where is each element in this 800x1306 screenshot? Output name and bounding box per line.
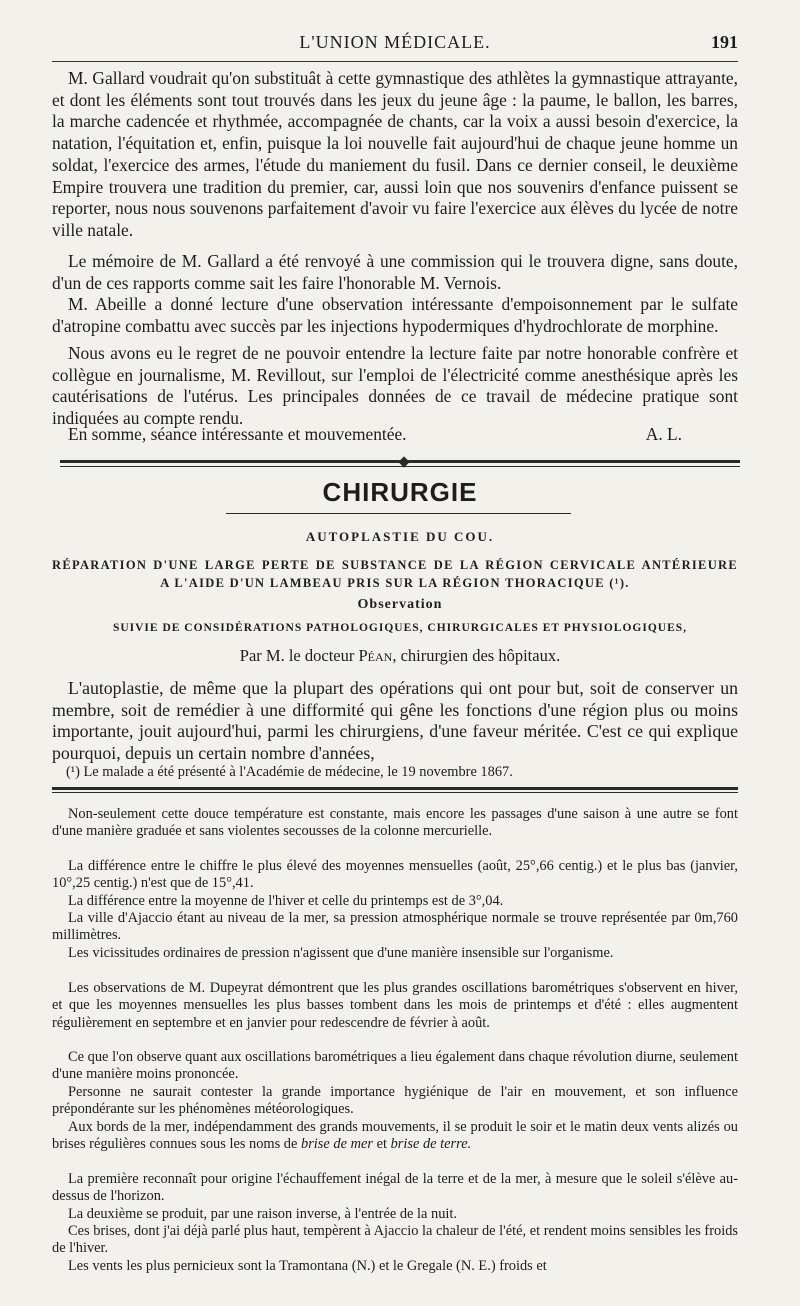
feuilleton-winds-paragraph	[52, 1119, 738, 1154]
feuilleton-paragraph: La première reconnaît pour origine l'échauffement inégal de la terre et de la mer, à mesure que le soleil s'élève au-dessus de l'horizon.	[52, 1171, 738, 1205]
section-title: CHIRURGIE	[322, 477, 478, 507]
article-subtitle-line1: RÉPARATION D'UNE LARGE PERTE DE SUBSTANCE DE LA RÉGION CERVICALE ANTÉRIEURE	[52, 558, 738, 572]
page-number: 191	[711, 32, 738, 52]
feuilleton-paragraph: Ces brises, dont j'ai déjà parlé plus haut, tempèrent à Ajaccio la chaleur de l'été, et rendent moins sensibles les froids de l'hiver.	[52, 1223, 738, 1257]
winds-text: Aux bords de la mer, indépendamment des grands mouvements, il se produit le soir et le matin deux vents alizés ou brises régulières connues sous les noms de	[52, 1119, 738, 1153]
paragraph-gallard-gymnastics: M. Gallard voudrait qu'on substituât à cette gymnastique des athlètes la gymnastique attrayante, et dont les éléments sont tout trouvés dans les jeux du jeune âge : la paume, le ballon, les barres, la marche cadencée et rhythmée, accompagnée de chants, car la voix a aussi besoin d'exercice, la natation, l'équitation et, enfin, puisque la loi nouvelle fait aujourd'hui de chaque jeune homme un soldat, l'exercice des armes, l'étude du maniement du fusil. Dans ce dernier conseil, le deuxième Empire trouvera une tradition du premier, car, aussi loin que nos souvenirs d'enfance puissent se reporter, nous nous souvenons parfaitement d'avoir vu faire l'exercice aux élèves du lycée de notre ville natale.	[52, 68, 738, 240]
feuilleton-paragraph: Les vicissitudes ordinaires de pression n'agissent que d'une manière insensible sur l'organisme.	[68, 945, 614, 961]
paragraph-abeille: M. Abeille a donné lecture d'une observation intéressante d'empoisonnement par le sulfate d'atropine combattu avec succès par les injections hypodermiques d'hydrochlorate de morphine.	[52, 294, 738, 336]
running-head	[52, 28, 738, 58]
author-name: Péan	[358, 646, 393, 665]
closing-text: En somme, séance intéressante et mouvementée.	[68, 424, 407, 444]
winds-term-land: brise de terre.	[390, 1136, 472, 1153]
feuilleton-paragraph: Ce que l'on observe quant aux oscillations barométriques a lieu également dans chaque révolution diurne, seulement d'une manière moins prononcée.	[52, 1049, 738, 1083]
feuilleton-paragraph: La ville d'Ajaccio étant au niveau de la mer, sa pression atmosphérique normale se trouve représentée par 0m,760 millimètres.	[52, 910, 738, 944]
feuilleton-rule	[52, 787, 738, 790]
considerations-line: SUIVIE DE CONSIDÉRATIONS PATHOLOGIQUES, CHIRURGICALES ET PHYSIOLOGIQUES,	[112, 622, 688, 634]
winds-term-sea: brise de mer	[301, 1136, 373, 1153]
feuilleton-paragraph: Personne ne saurait contester la grande importance hygiénique de l'air en mouvement, et son influence prépondérante sur les phénomènes météorologiques.	[52, 1084, 738, 1118]
paragraph-revillout: Nous avons eu le regret de ne pouvoir entendre la lecture faite par notre honorable confrère et collègue en journalisme, M. Revillout, sur l'emploi de l'électricité comme anesthésique après les cautérisations de l'utérus. Les principales données de ce travail de médecine pratique sont indiquées au compte rendu.	[52, 343, 738, 429]
paragraph-gallard-memoire: Le mémoire de M. Gallard a été renvoyé à une commission qui le trouvera digne, sans doute, d'un de ces rapports comme sait les faire l'honorable M. Vernois.	[52, 251, 738, 293]
footnote: (¹) Le malade a été présenté à l'Académie de médecine, le 19 novembre 1867.	[66, 764, 513, 780]
feuilleton-paragraph: La deuxième se produit, par une raison inverse, à l'entrée de la nuit.	[68, 1206, 457, 1222]
header-rule	[52, 61, 738, 62]
closing-line	[52, 423, 682, 445]
author-prefix: Par M. le docteur	[239, 646, 355, 665]
feuilleton-paragraph: La différence entre la moyenne de l'hiver et celle du printemps est de 3°,04.	[68, 893, 504, 909]
author-suffix: , chirurgien des hôpitaux.	[392, 646, 561, 665]
winds-and: et	[376, 1136, 387, 1153]
article-intro: L'autoplastie, de même que la plupart des opérations qui ont pour but, soit de conserver un membre, soit de remédier à une difformité qui gêne les fonctions d'une région plus ou moins importante, jouit aujourd'hui, parmi les chirurgiens, d'une faveur méritée. C'est ce qui explique pourquoi, depuis un certain nombre d'années,	[52, 678, 738, 763]
author-line	[0, 646, 800, 666]
section-rule-top-thin	[60, 466, 740, 467]
feuilleton-paragraph: Les vents les plus pernicieux sont la Tramontana (N.) et le Gregale (N. E.) froids et	[68, 1258, 547, 1274]
feuilleton-paragraph: La différence entre le chiffre le plus élevé des moyennes mensuelles (août, 25°,66 centig.) et le plus bas (janvier, 10°,25 centig.) n'est que de 15°,41.	[52, 858, 738, 892]
running-title: L'UNION MÉDICALE.	[299, 32, 491, 52]
article-title: AUTOPLASTIE DU COU.	[305, 529, 495, 544]
feuilleton-rule-thin	[52, 792, 738, 793]
observation-label: Observation	[357, 597, 443, 612]
title-rule	[226, 513, 571, 514]
feuilleton-paragraph: Non-seulement cette douce température est constante, mais encore les passages d'une saison à une autre se font d'une manière graduée et sans violentes secousses de la colonne mercurielle.	[52, 806, 738, 840]
feuilleton-paragraph: Les observations de M. Dupeyrat démontrent que les plus grandes oscillations barométriques s'observent en hiver, et que les moyennes mensuelles les plus basses tombent dans les mois de printemps et d'été : elles augmentent régulièrement en septembre et en janvier pour redescendre de février à août.	[52, 980, 738, 1031]
article-subtitle-line2: A L'AIDE D'UN LAMBEAU PRIS SUR LA RÉGION THORACIQUE (¹).	[160, 576, 630, 590]
signature-initials: A. L.	[645, 424, 682, 444]
